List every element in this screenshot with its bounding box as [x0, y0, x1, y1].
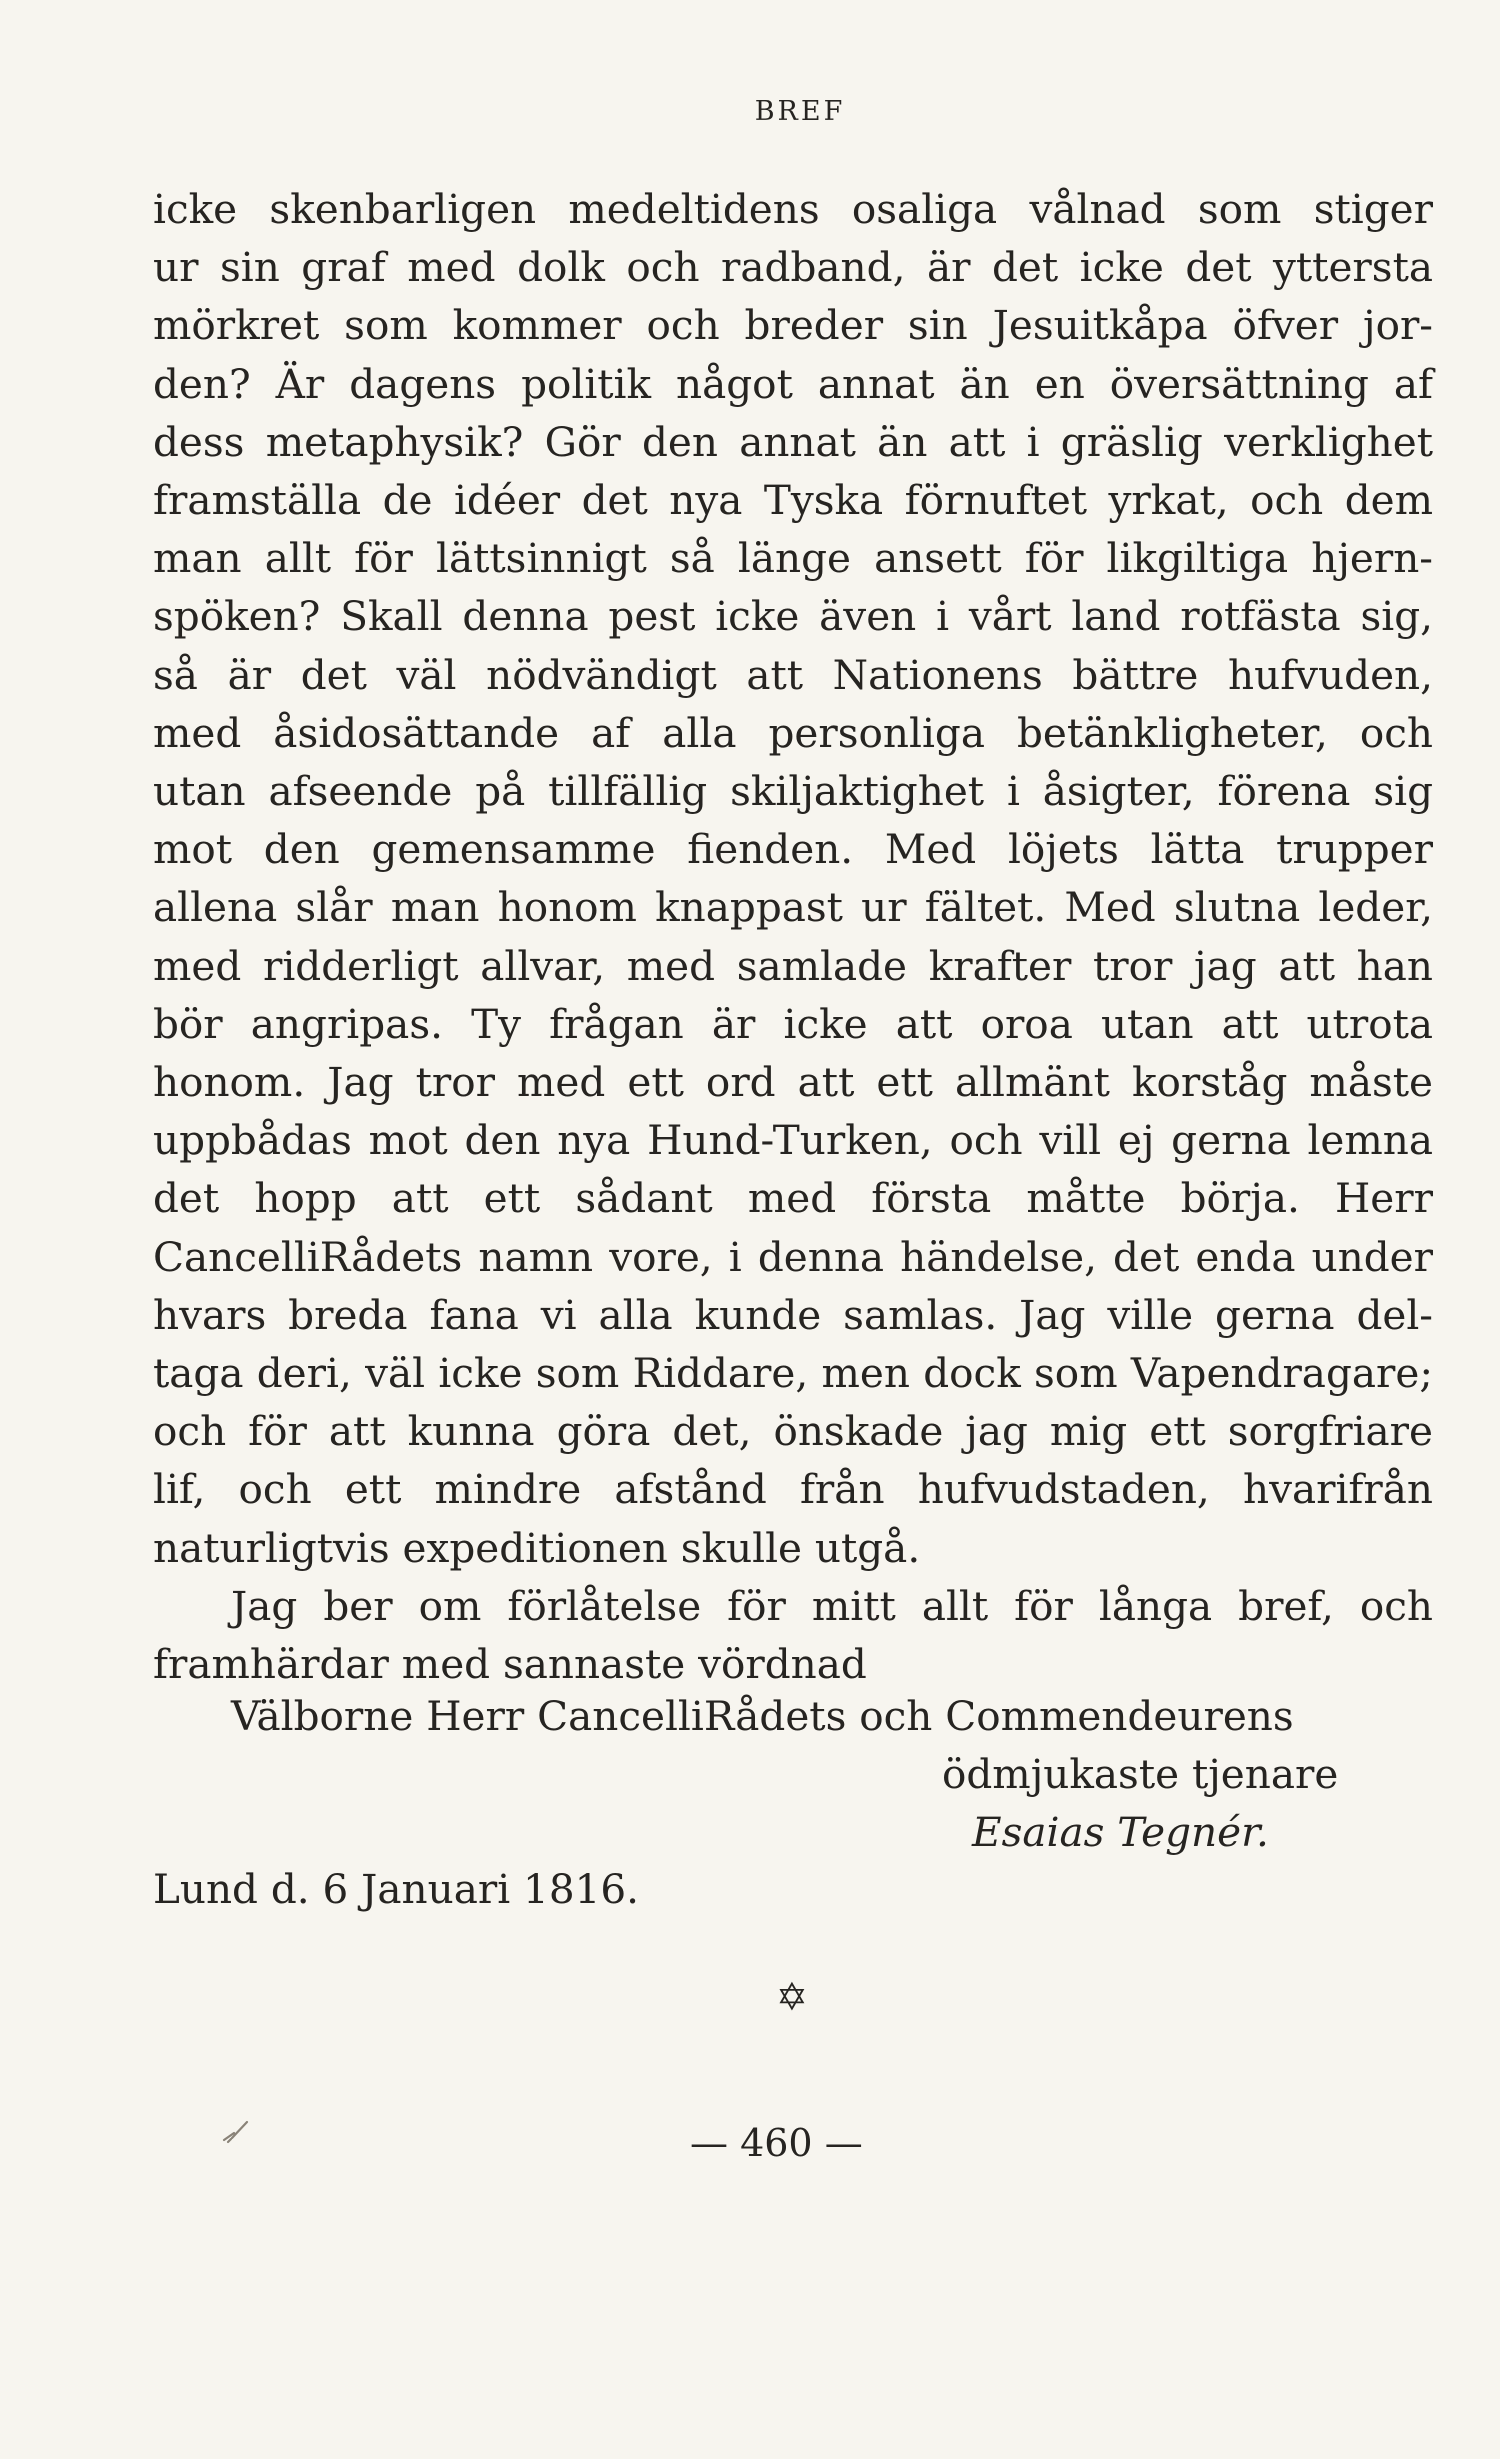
dateline: Lund d. 6 Januari 1816.	[153, 1865, 639, 1913]
body-line: framhärdar med sannaste vördnad	[153, 1640, 867, 1689]
body-line: med åsidosättande af alla personliga betänkligheter, och	[153, 708, 1433, 757]
body-line: CancelliRådets namn vore, i denna händelse, det enda under	[153, 1232, 1433, 1281]
body-line: honom. Jag tror med ett ord att ett allmänt korståg måste	[153, 1058, 1433, 1107]
closing-subscription: ödmjukaste tjenare	[942, 1750, 1339, 1798]
body-line: icke skenbarligen medeltidens osaliga vålnad som stiger	[153, 185, 1433, 233]
body-line: taga deri, väl icke som Riddare, men dock som Vapendragare;	[153, 1349, 1433, 1398]
body-line: den? Är dagens politik något annat än en översättning af	[153, 359, 1433, 408]
body-line: Jag ber om förlåtelse för mitt allt för långa bref, och	[231, 1581, 1433, 1630]
body-line: dess metaphysik? Gör den annat än att i gräslig verklighet	[153, 417, 1433, 466]
star-ornament-icon: ✡	[776, 1975, 808, 2019]
body-line: framställa de idéer det nya Tyska förnuftet yrkat, och dem	[153, 476, 1433, 525]
body-line: mörkret som kommer och breder sin Jesuitkåpa öfver jor-	[153, 301, 1433, 350]
body-line: mot den gemensamme fienden. Med löjets lätta trupper	[153, 825, 1433, 874]
closing-salutation: Välborne Herr CancelliRådets och Commendeurens	[231, 1692, 1294, 1740]
body-line: bör angripas. Ty frågan är icke att oroa utan att utrota	[153, 999, 1433, 1048]
body-line: hvars breda fana vi alla kunde samlas. Jag ville gerna del-	[153, 1290, 1433, 1339]
body-line: det hopp att ett sådant med första måtte börja. Herr	[153, 1174, 1433, 1223]
body-line: allena slår man honom knappast ur fältet. Med slutna leder,	[153, 883, 1433, 932]
page-number: — 460 —	[690, 2121, 863, 2165]
body-line: lif, och ett mindre afstånd från hufvudstaden, hvarifrån	[153, 1465, 1433, 1514]
body-line: naturligtvis expeditionen skulle utgå.	[153, 1523, 921, 1572]
letter-body	[153, 180, 1433, 1693]
body-line: med ridderligt allvar, med samlade krafter tror jag att han	[153, 941, 1433, 990]
pencil-mark-icon	[222, 2118, 250, 2144]
body-line: uppbådas mot den nya Hund-Turken, och vill ej gerna lemna	[153, 1116, 1433, 1165]
body-line: man allt för lättsinnigt så länge ansett för likgiltiga hjern-	[153, 534, 1433, 583]
body-line: spöken? Skall denna pest icke även i vårt land rotfästa sig,	[153, 592, 1433, 641]
running-header: BREF	[754, 96, 846, 127]
body-line: så är det väl nödvändigt att Nationens bättre hufvuden,	[153, 650, 1433, 699]
body-line: utan afseende på tillfällig skiljaktighet i åsigter, förena sig	[153, 767, 1433, 816]
signature: Esaias Tegnér.	[972, 1808, 1269, 1856]
body-line: och för att kunna göra det, önskade jag mig ett sorgfriare	[153, 1407, 1433, 1456]
body-line: ur sin graf med dolk och radband, är det icke det yttersta	[153, 243, 1433, 292]
